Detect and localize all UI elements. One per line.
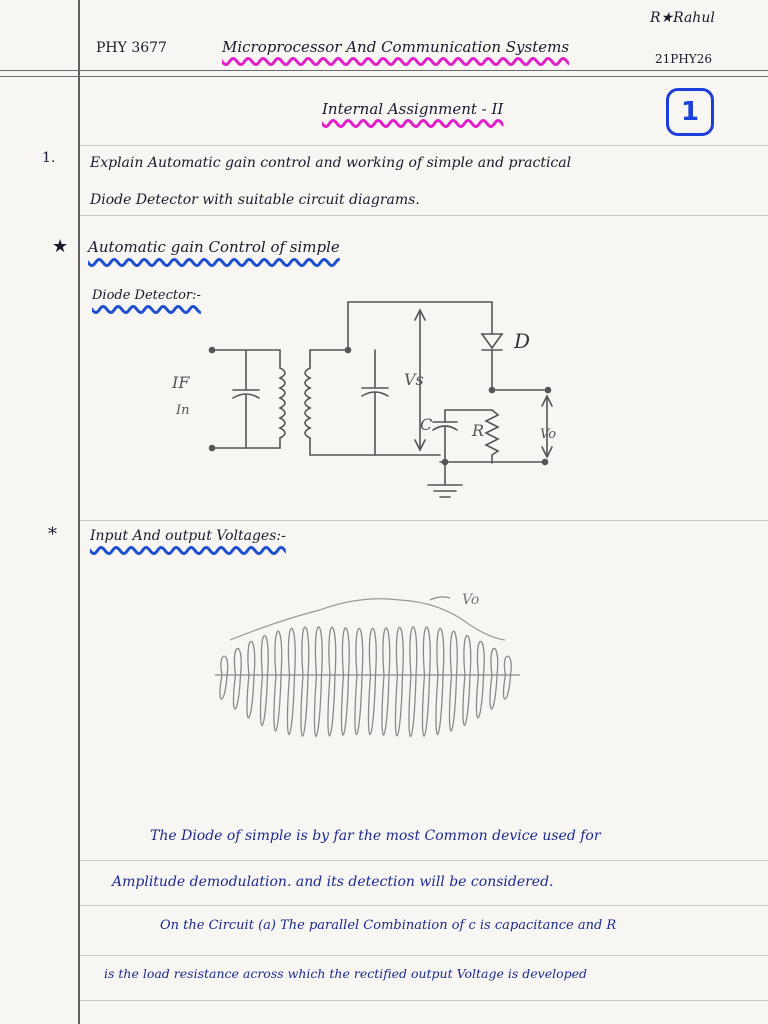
question-number: 1. — [42, 150, 56, 166]
waveform-loop — [247, 641, 255, 718]
r-label: R — [472, 421, 485, 440]
page-number-badge: 1 — [666, 88, 714, 136]
diode-detector-circuit — [0, 290, 768, 510]
in-label: In — [176, 403, 190, 418]
waveform-loop — [341, 628, 349, 735]
body-line-2: Amplitude demodulation. and its detection will be considered. — [112, 874, 554, 890]
waveform-loop — [476, 641, 484, 718]
waveform-loop — [314, 627, 322, 737]
author-name: R★Rahul — [650, 10, 715, 26]
waveform-vo-label: Vo — [462, 592, 480, 608]
course-code: PHY 3677 — [96, 40, 167, 56]
body-line-1: The Diode of simple is by far the most Common device used for — [150, 828, 601, 844]
d-label: D — [514, 329, 531, 353]
waveform-loop — [422, 627, 430, 736]
vs-label: Vs — [404, 370, 424, 389]
ruled-line — [80, 520, 768, 521]
body-line-3: On the Circuit (a) The parallel Combination of c is capacitance and R — [160, 918, 617, 933]
waveform-loop — [463, 636, 471, 726]
waveform-loop — [287, 628, 295, 734]
course-title: Microprocessor And Communication Systems — [222, 38, 570, 56]
waveform-loop — [395, 627, 403, 736]
roll-number: 21PHY26 — [655, 52, 712, 66]
ruled-line — [80, 145, 768, 146]
header-rule — [0, 70, 768, 71]
question-line-1: Explain Automatic gain control and working of simple and practical — [90, 155, 572, 171]
am-waveform-sketch — [200, 580, 540, 820]
ruled-line — [80, 215, 768, 216]
waveform-loop — [409, 627, 417, 737]
c-label: C — [420, 415, 433, 434]
header-rule-2 — [0, 76, 768, 77]
section-heading-line-1: Automatic gain Control of simple — [88, 238, 340, 256]
ruled-line — [80, 860, 768, 861]
waveform-loop — [274, 631, 282, 731]
waveform-loop — [328, 627, 336, 736]
ruled-line — [80, 955, 768, 956]
waveform-loop — [449, 631, 457, 731]
waveform-loop — [220, 656, 228, 699]
waveform-loop — [503, 656, 511, 699]
waveform-loop — [260, 636, 268, 726]
ruled-line — [80, 905, 768, 906]
assignment-title: Internal Assignment - II — [322, 100, 504, 118]
section-bullet: ★ — [52, 236, 69, 257]
waveform-loop — [368, 628, 376, 734]
waveform-loop — [436, 628, 444, 734]
body-line-4: is the load resistance across which the rectified output Voltage is developed — [104, 966, 588, 981]
waveform-loop — [301, 627, 309, 736]
question-line-2: Diode Detector with suitable circuit diagrams. — [90, 192, 420, 208]
vo-label: Vo — [540, 427, 557, 442]
margin-line — [78, 0, 80, 1024]
waveform-loop — [355, 628, 363, 734]
waveform-loop — [382, 628, 390, 735]
ruled-line — [80, 1000, 768, 1001]
section-bullet-2: * — [48, 524, 57, 545]
section-heading-line-2: Diode Detector:- — [92, 288, 201, 303]
waveform-loop — [233, 648, 241, 709]
section-heading-2: Input And output Voltages:- — [90, 528, 286, 544]
waveform-loop — [490, 648, 498, 709]
if-label: IF — [172, 373, 190, 392]
